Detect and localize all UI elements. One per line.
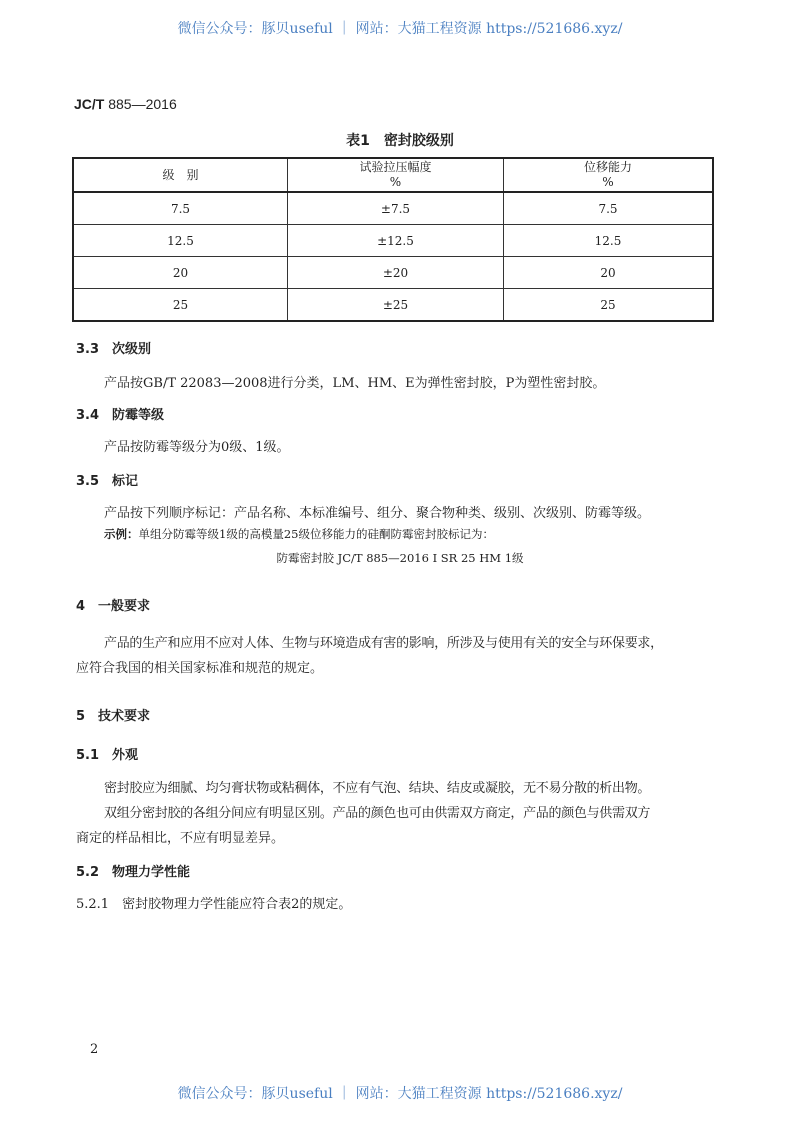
section-4-line2: 应符合我国的相关国家标准和规范的规定。 [76,661,324,676]
section-5-heading: 5 技术要求 [76,709,151,724]
cell: 12.5 [504,225,714,257]
example-text: 单组分防霉等级1级的高模量25级位移能力的硅酮防霉密封胶标记为： [138,527,494,541]
section-5-1-line2: 双组分密封胶的各组分间应有明显区别。产品的颜色也可由供需双方商定，产品的颜色与供需双方 [104,806,651,821]
table-title: 表1 密封胶级别 [346,133,454,149]
table-row [73,225,713,257]
section-5-1-line3: 商定的样品相比，不应有明显差异。 [76,831,285,846]
section-3-3-text: 产品按GB/T 22083—2008进行分类，LM、HM、E为弹性密封胶，P为塑性密封胶。 [104,376,606,391]
cell: 25 [504,289,714,322]
header-cell: 试验拉压幅度 % [288,158,504,192]
grade-table [72,157,714,322]
section-3-3-heading: 3.3 次级别 [76,342,152,357]
cell: ±7.5 [288,192,504,225]
cell: 12.5 [73,225,288,257]
example-label: 示例： [104,527,139,541]
section-4-heading: 4 一般要求 [76,599,151,614]
section-5-1-heading: 5.1 外观 [76,748,139,763]
example-mark: 防霉密封胶 JC/T 885—2016 Ⅰ SR 25 HM 1级 [276,551,524,565]
section-3-4-text: 产品按防霉等级分为0级、1级。 [104,440,290,455]
page-number: 2 [90,1042,99,1057]
table-row [73,257,713,289]
watermark-top: 微信公众号：豚贝useful ｜ 网站：大猫工程资源 https://521686.xyz/ [177,21,623,37]
cell: 20 [504,257,714,289]
standard-number: 885—2016 [108,96,177,112]
cell: 7.5 [504,192,714,225]
table-row [73,289,713,322]
cell: ±12.5 [288,225,504,257]
cell: 20 [73,257,288,289]
section-5-2-1-text: 5.2.1 密封胶物理力学性能应符合表2的规定。 [76,897,352,912]
section-3-4-heading: 3.4 防霉等级 [76,408,165,423]
cell: ±20 [288,257,504,289]
watermark-bottom: 微信公众号：豚贝useful ｜ 网站：大猫工程资源 https://521686.xyz/ [177,1086,623,1102]
cell: 25 [73,289,288,322]
cell: 7.5 [73,192,288,225]
header-cell: 位移能力 % [504,158,714,192]
cell: ±25 [288,289,504,322]
section-5-2-heading: 5.2 物理力学性能 [76,865,191,880]
standard-id [74,96,177,112]
header-cell: 级 别 [73,158,288,192]
example [104,526,494,542]
table-row [73,192,713,225]
section-3-5-text: 产品按下列顺序标记：产品名称、本标准编号、组分、聚合物种类、级别、次级别、防霉等级。 [104,506,651,521]
table-header-row [73,158,713,192]
section-3-5-heading: 3.5 标记 [76,474,139,489]
section-5-1-line1: 密封胶应为细腻、均匀膏状物或粘稠体，不应有气泡、结块、结皮或凝胶，无不易分散的析出物。 [104,781,651,796]
section-4-line1: 产品的生产和应用不应对人体、生物与环境造成有害的影响，所涉及与使用有关的安全与环保要求， [104,636,663,651]
standard-code: JC/T [74,96,105,112]
